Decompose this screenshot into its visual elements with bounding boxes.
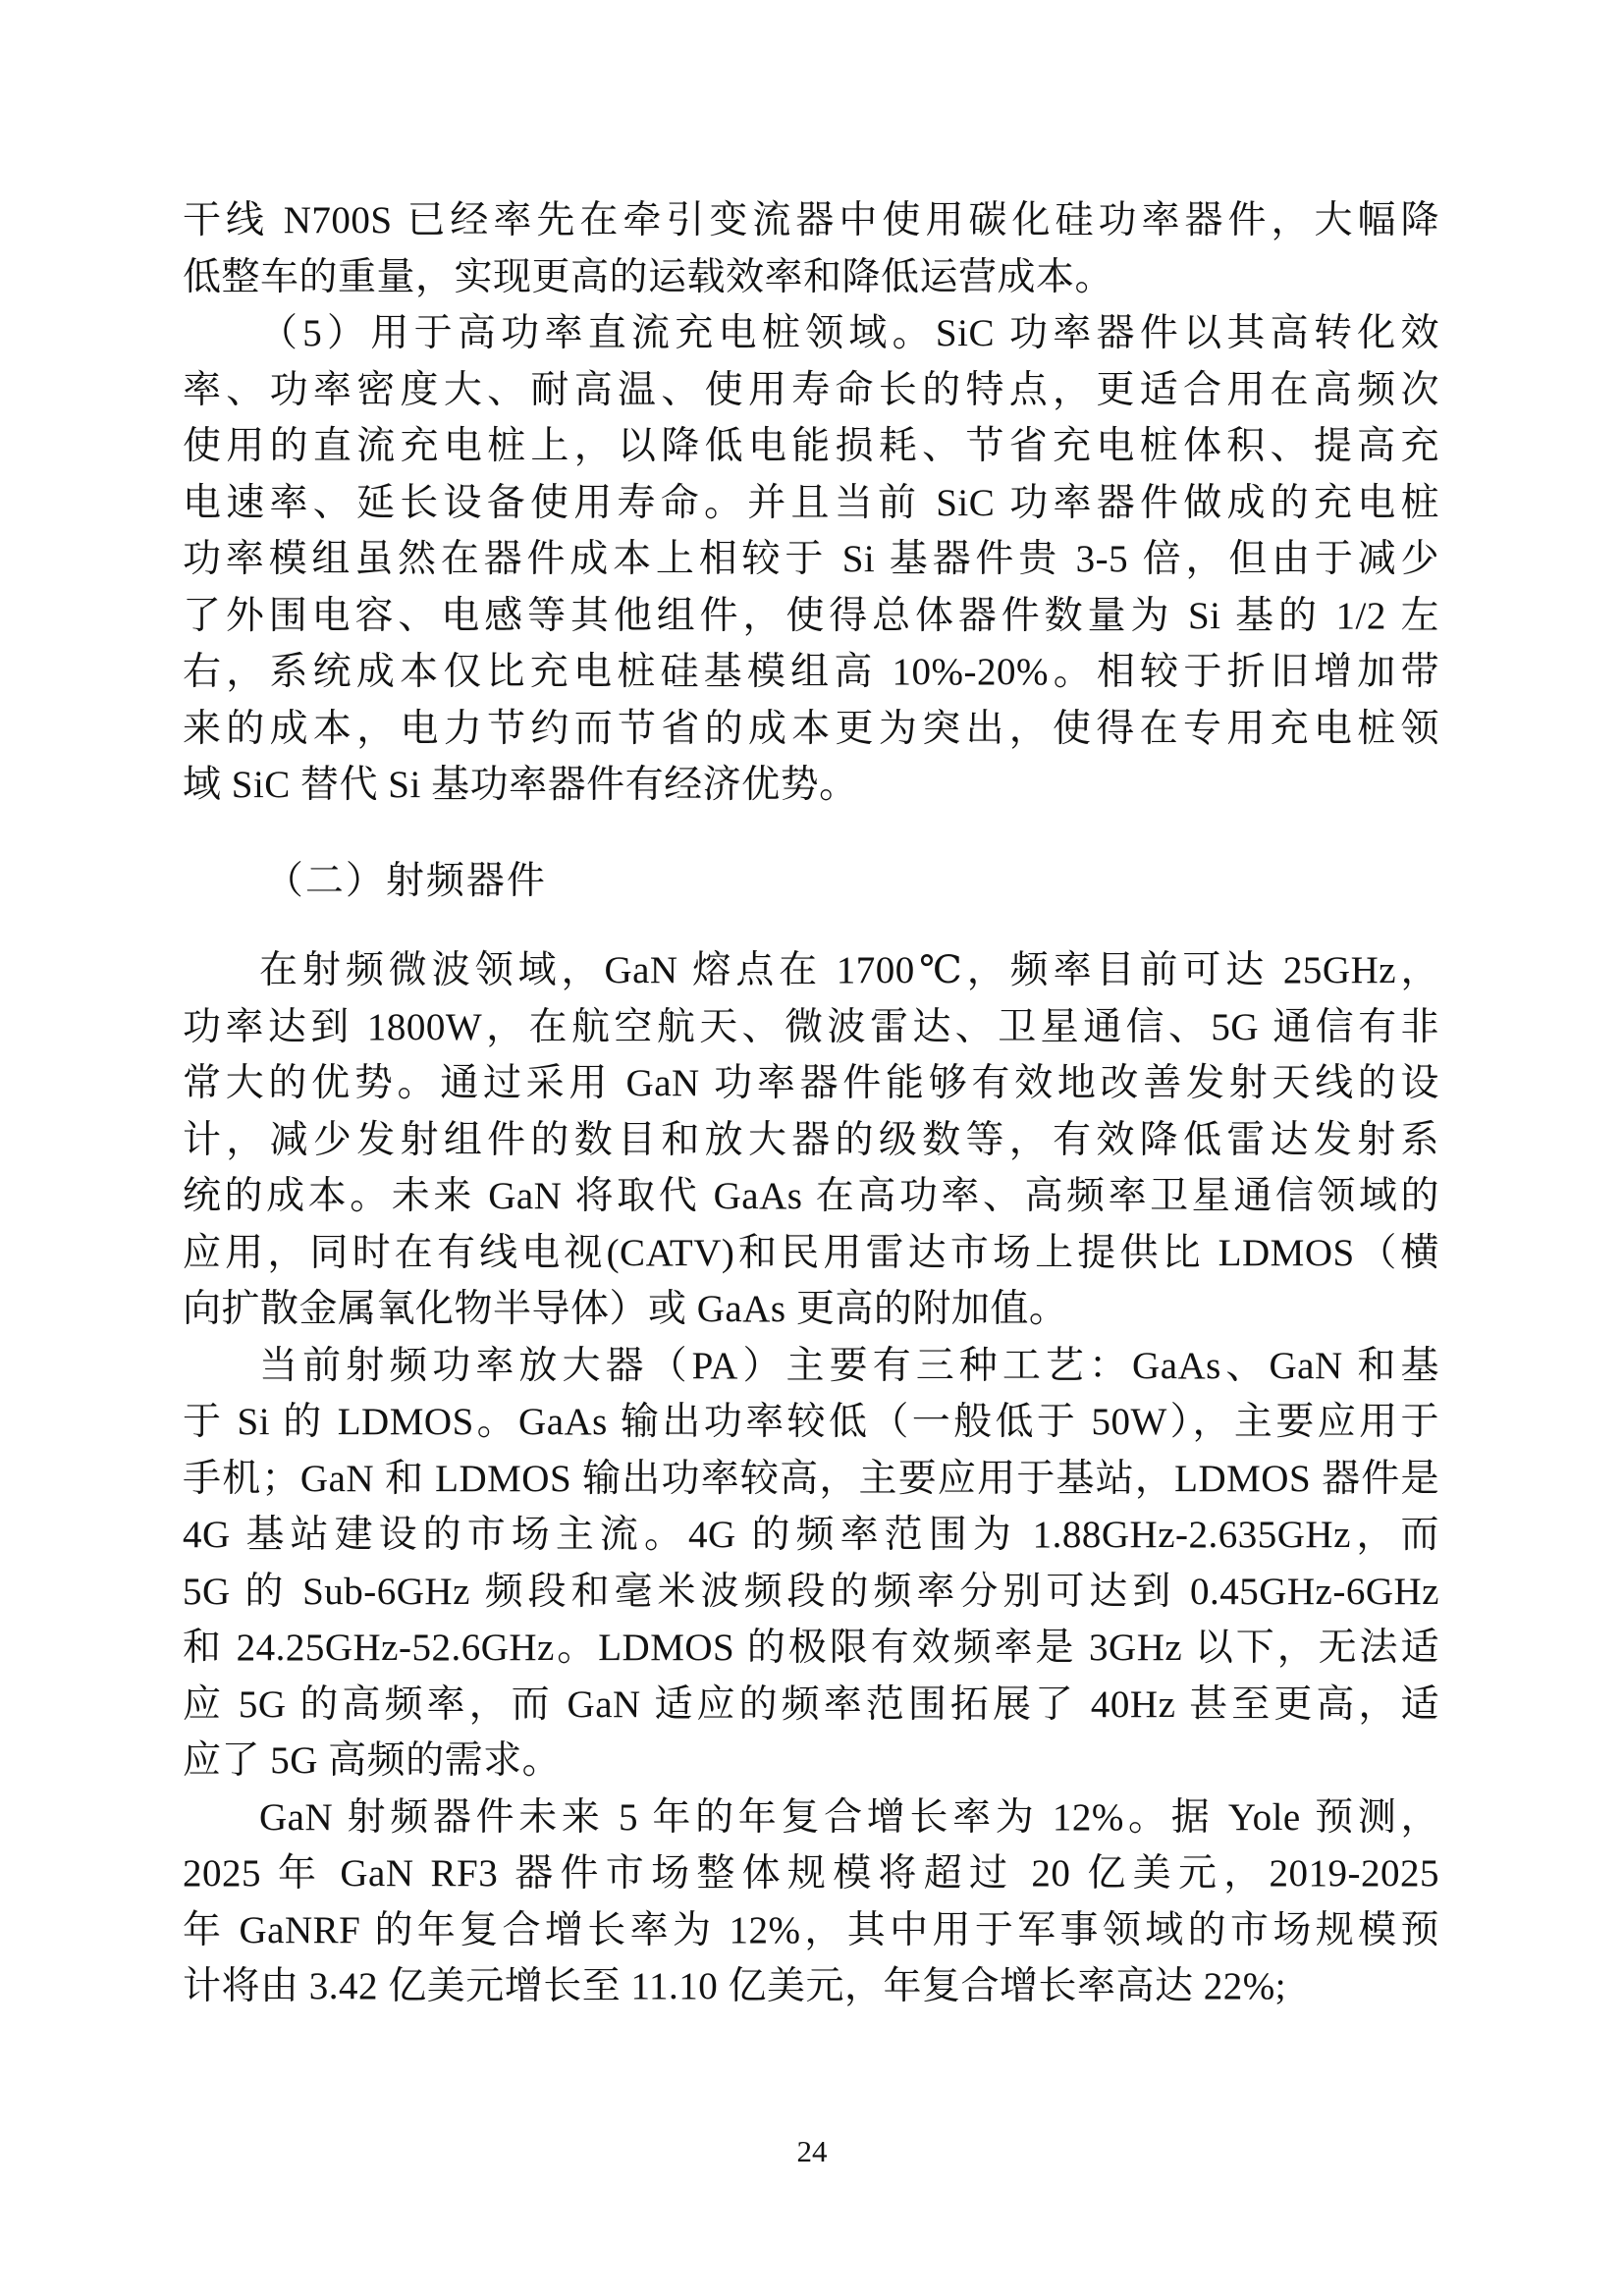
text-line: 功率达到 1800W，在航空航天、微波雷达、卫星通信、5G 通信有非	[183, 1005, 1439, 1048]
text-line: 了外围电容、电感等其他组件，使得总体器件数量为 Si 基的 1/2 左	[183, 594, 1439, 637]
text-line: 应了 5G 高频的需求。	[183, 1739, 562, 1782]
text-line: 5G 的 Sub-6GHz 频段和毫米波频段的频率分别可达到 0.45GHz-6GHz	[183, 1570, 1439, 1613]
text-line: 当前射频功率放大器（PA）主要有三种工艺：GaAs、GaN 和基	[259, 1344, 1439, 1387]
text-line: 域 SiC 替代 Si 基功率器件有经济优势。	[183, 764, 858, 806]
text-line: 年 GaNRF 的年复合增长率为 12%，其中用于军事领域的市场规模预	[183, 1908, 1439, 1951]
text-body	[183, 192, 1439, 2015]
text-line: （5）用于高功率直流充电桩领域。SiC 功率器件以其高转化效	[259, 312, 1439, 354]
text-line: 于 Si 的 LDMOS。GaAs 输出功率较低（一般低于 50W），主要应用于	[183, 1401, 1439, 1443]
paragraph-pa-processes	[183, 1338, 1439, 1789]
paragraph-continuation	[183, 192, 1439, 305]
text-line: 计，减少发射组件的数目和放大器的级数等，有效降低雷达发射系	[183, 1118, 1439, 1161]
text-line: 手机；GaN 和 LDMOS 输出功率较高，主要应用于基站，LDMOS 器件是	[183, 1457, 1439, 1500]
text-line: 低整车的重量，实现更高的运载效率和降低运营成本。	[183, 255, 1114, 298]
text-line: 率、功率密度大、耐高温、使用寿命长的特点，更适合用在高频次	[183, 368, 1439, 411]
text-line: 电速率、延长设备使用寿命。并且当前 SiC 功率器件做成的充电桩	[183, 481, 1439, 524]
section-heading: （二）射频器件	[264, 859, 547, 902]
text-line: 使用的直流充电桩上，以降低电能损耗、节省充电桩体积、提高充	[183, 425, 1439, 467]
text-line: 右，系统成本仅比充电桩硅基模组高 10%-20%。相较于折旧增加带	[183, 651, 1439, 693]
text-line: 4G 基站建设的市场主流。4G 的频率范围为 1.88GHz-2.635GHz，而	[183, 1514, 1439, 1556]
text-line: 向扩散金属氧化物半导体）或 GaAs 更高的附加值。	[183, 1288, 1068, 1330]
text-line: 统的成本。未来 GaN 将取代 GaAs 在高功率、高频率卫星通信领域的	[183, 1175, 1439, 1217]
text-line: 应用，同时在有线电视(CATV)和民用雷达市场上提供比 LDMOS（横	[183, 1231, 1439, 1274]
text-line: 来的成本，电力节约而节省的成本更为突出，使得在专用充电桩领	[183, 707, 1439, 750]
text-line: 2025 年 GaN RF3 器件市场整体规模将超过 20 亿美元，2019-2025	[183, 1852, 1439, 1895]
text-line: 计将由 3.42 亿美元增长至 11.10 亿美元，年复合增长率高达 22%;	[183, 1965, 1287, 2007]
text-line: 在射频微波领域，GaN 熔点在 1700℃，频率目前可达 25GHz，	[259, 949, 1439, 991]
text-line: 功率模组虽然在器件成本上相较于 Si 基器件贵 3-5 倍，但由于减少	[183, 538, 1439, 580]
text-line: 干线 N700S 已经率先在牵引变流器中使用碳化硅功率器件，大幅降	[183, 199, 1439, 241]
paragraph-charging-piles	[183, 305, 1439, 814]
paragraph-market-forecast	[183, 1789, 1439, 2015]
page-number: 24	[796, 2134, 828, 2168]
text-line: 和 24.25GHz-52.6GHz。LDMOS 的极限有效频率是 3GHz 以下，无法适	[183, 1627, 1439, 1669]
text-line: 常大的优势。通过采用 GaN 功率器件能够有效地改善发射天线的设	[183, 1062, 1439, 1104]
paragraph-gan-microwave	[183, 942, 1439, 1338]
text-line: GaN 射频器件未来 5 年的年复合增长率为 12%。据 Yole 预测，	[259, 1795, 1439, 1839]
text-line: 应 5G 的高频率，而 GaN 适应的频率范围拓展了 40Hz 甚至更高，适	[183, 1682, 1439, 1726]
